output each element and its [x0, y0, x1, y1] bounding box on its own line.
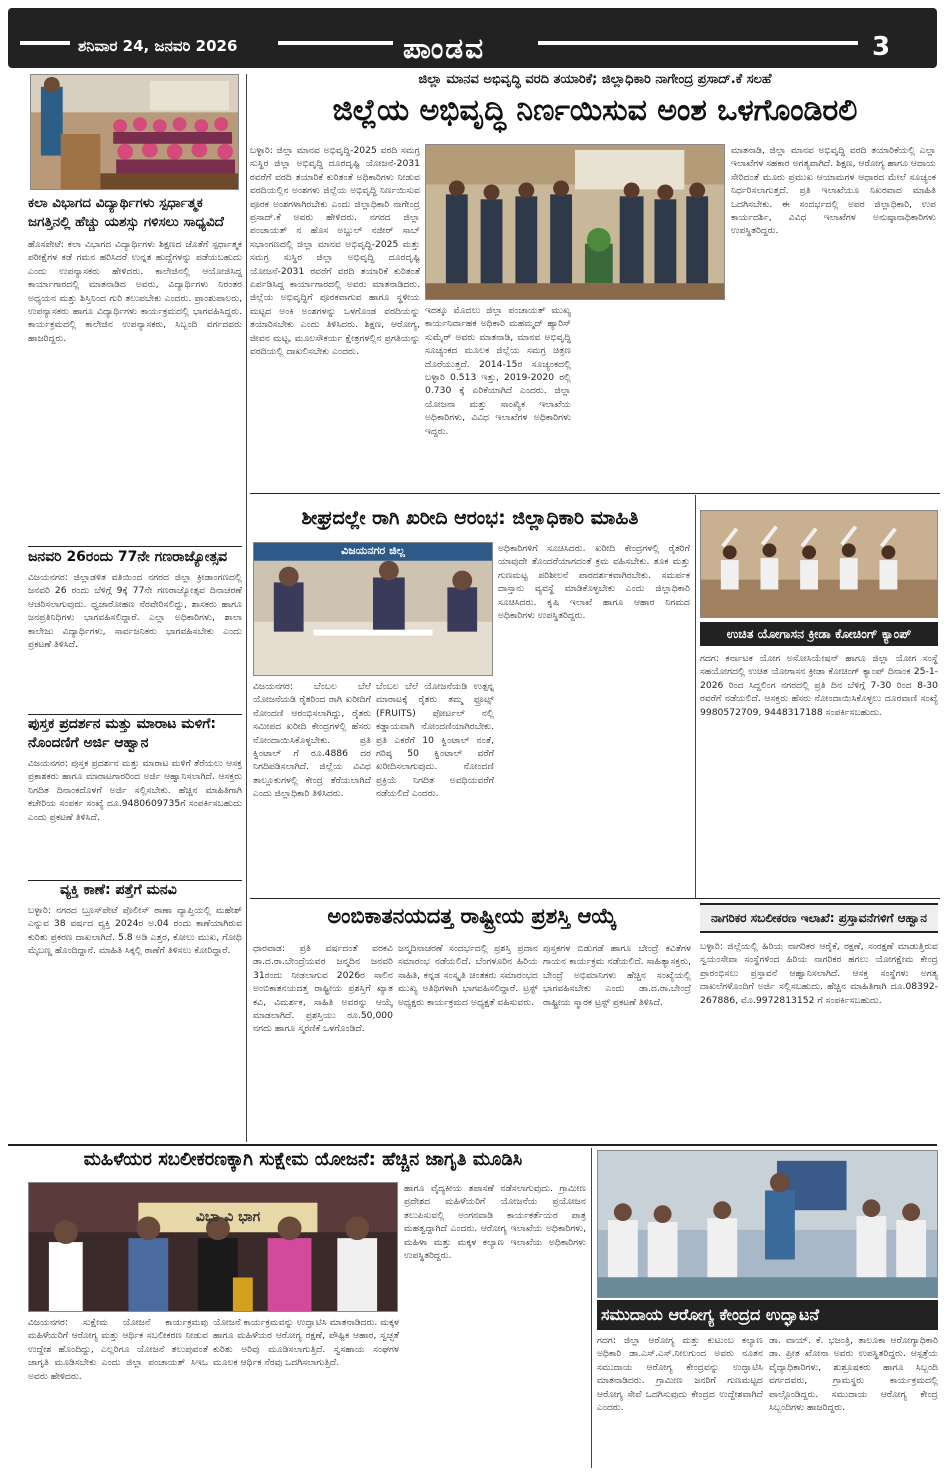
women-headline: ಮಹಿಳೆಯರ ಸಬಲೀಕರಣಕ್ಕಾಗಿ ಸುಕ್ಷೇಮ ಯೋಜನೆ: ಹೆಚ್ಚಿನ ಜಾಗೃತಿ ಮೂಡಿಸಿ — [83, 1150, 523, 1170]
lead-headline: ಜಿಲ್ಲೆಯ ಅಭಿವೃದ್ಧಿ ನಿರ್ಣಯಿಸುವ ಅಂಶ ಒಳಗೊಂಡಿರಲಿ — [332, 94, 858, 128]
ragi-meeting-photo — [253, 542, 493, 676]
divider — [250, 493, 940, 494]
classroom-story-body: ಹೊಸಪೇಟೆ: ಕಲಾ ವಿಭಾಗದ ವಿದ್ಯಾರ್ಥಿಗಳು ಶಿಕ್ಷಣದ ಜೊತೆಗೆ ಸ್ಪರ್ಧಾತ್ಮಕ ಪರೀಕ್ಷೆಗಳ ಕಡೆ ಗಮನ ಹರಿಸಿದರೆ ಉನ್ನತ ಹುದ್ದೆಗಳನ್ನು ಪಡೆಯಬಹುದು ಎಂದು ಉಪನ್ಯಾಸಕರು ಹೇಳಿದರು. ಕಾಲೇಜಿನಲ್ಲಿ ಆಯೋಜಿಸಿದ್ದ ಕಾರ್ಯಾಗಾರದಲ್ಲಿ ಮಾತನಾಡಿದ ಅವರು, ವಿದ್ಯಾರ್ಥಿಗಳು ನಿರಂತರ ಅಧ್ಯಯನ ಮತ್ತು ಶಿಸ್ತಿನಿಂದ ಗುರಿ ತಲುಪಬೇಕು ಎಂದರು. ಪ್ರಾಂಶುಪಾಲರು, ಉಪನ್ಯಾಸಕರು ಹಾಗೂ ವಿದ್ಯಾರ್ಥಿಗಳು ಕಾರ್ಯಕ್ರಮದಲ್ಲಿ ಭಾಗವಹಿಸಿದ್ದರು. ಕಾರ್ಯಕ್ರಮದಲ್ಲಿ ಕಾಲೇಜಿನ ಉಪನ್ಯಾಸಕರು, ಸಿಬ್ಬಂದಿ ವರ್ಗದವರು ಹಾಜರಿದ್ದರು. — [28, 239, 242, 344]
women-body-col1: ವಿಜಯನಗರ: ಸುಕ್ಷೇಮ ಯೋಜನೆ ಕಾರ್ಯಕ್ರಮವು ಮಹಿಳೆಯರಿಗೆ ಆರೋಗ್ಯ ಮತ್ತು ಆರ್ಥಿಕ ಸಬಲೀಕರಣ ನೀಡುವ ಉದ್ದೇಶ ಹೊಂದಿದ್ದು, ಎಲ್ಲರಿಗೂ ಯೋಜನೆ ತಲುಪುವಂತೆ ಜಾಗೃತಿ ಮೂಡಿಸಬೇಕು ಎಂದು ಜಿಲ್ಲಾ ಪಂಚಾಯತ್ ಸಿಇಒ ಅವರು ಹೇಳಿದರು. — [28, 1317, 208, 1382]
workshop-photo — [425, 144, 725, 300]
ragi-body-col2: ಬೆಂಬಲ ಬೆಲೆ ಯೋಜನೆಯಡಿ ಉತ್ಪನ್ನ ಮಾರಾಟಕ್ಕೆ ರೈತರು ತಮ್ಮ ಫ್ರೂಟ್ಸ್ (FRUITS) ಪೋರ್ಟಲ್ ನಲ್ಲಿ ಕಡ್ಡಾಯವಾಗಿ ನೋಂದಣಿಯಾಗಿರಬೇಕು. ಪ್ರತಿ ಎಕರೆಗೆ 10 ಕ್ವಿಂಟಾಲ್ ನಂತೆ, ಗರಿಷ್ಠ 50 ಕ್ವಿಂಟಾಲ್ ವರೆಗೆ ಖರೀದಿಸಲಾಗುವುದು. ನೋಂದಣಿ ಪ್ರಕ್ರಿಯೆ ನಿಗದಿತ ಅವಧಿಯವರೆಗೆ ನಡೆಯಲಿದೆ ಎಂದರು. — [376, 681, 494, 800]
lead-body-col3: ಮಾತನಾಡಿ, ಜಿಲ್ಲಾ ಮಾನವ ಅಭಿವೃದ್ಧಿ ವರದಿ ತಯಾರಿಕೆಯಲ್ಲಿ ಎಲ್ಲಾ ಇಲಾಖೆಗಳ ಸಹಕಾರ ಅಗತ್ಯವಾಗಿದೆ. ಶಿಕ್ಷಣ, ಆರೋಗ್ಯ ಹಾಗೂ ಆದಾಯ ಸೇರಿದಂತೆ ಮೂರು ಪ್ರಮುಖ ಆಯಾಮಗಳ ಆಧಾರದ ಮೇಲೆ ಸೂಚ್ಯಂಕ ನಿರ್ಧರಿಸಲಾಗುತ್ತದೆ. ಪ್ರತಿ ಇಲಾಖೆಯೂ ನಿಖರವಾದ ಮಾಹಿತಿ ಒದಗಿಸಬೇಕು. ಈ ಸಂದರ್ಭದಲ್ಲಿ ಅಪರ ಜಿಲ್ಲಾಧಿಕಾರಿ, ಉಪ ಕಾರ್ಯದರ್ಶಿ, ವಿವಿಧ ಇಲಾಖೆಗಳ ಅನುಷ್ಠಾನಾಧಿಕಾರಿಗಳು ಉಪಸ್ಥಿತರಿದ್ದರು. — [731, 145, 936, 237]
republic-day-headline: ಜನವರಿ 26ರಂದು 77ನೇ ಗಣರಾಜ್ಯೋತ್ಸವ — [28, 549, 228, 565]
column-divider — [591, 1148, 592, 1468]
newspaper-title: ಪಾಂಡವ — [403, 32, 486, 65]
citizen-headline: ನಾಗರಿಕರ ಸಬಲೀಕರಣ ಇಲಾಖೆ: ಪ್ರಸ್ತಾವನೆಗಳಿಗೆ ಆಹ್ವಾನ — [711, 911, 927, 925]
health-body-col1: ಗದಗ: ಜಿಲ್ಲಾ ಆರೋಗ್ಯ ಮತ್ತು ಕುಟುಂಬ ಕಲ್ಯಾಣ ಅಧಿಕಾರಿ ಡಾ.ಎಸ್.ಎಸ್.ನೀಲಗುಂದ ಅವರು ನೂತನ ಸಮುದಾಯ ಆರೋಗ್ಯ ಕೇಂದ್ರವನ್ನು ಉದ್ಘಾಟಿಸಿ ಮಾತನಾಡಿದರು. ಗ್ರಾಮೀಣ ಜನರಿಗೆ ಗುಣಮಟ್ಟದ ಆರೋಗ್ಯ ಸೇವೆ ಒದಗಿಸುವುದು ಕೇಂದ್ರದ ಉದ್ದೇಶವಾಗಿದೆ ಎಂದರು. — [597, 1335, 763, 1414]
health-headline: ಸಮುದಾಯ ಆರೋಗ್ಯ ಕೇಂದ್ರದ ಉದ್ಘಾಟನೆ — [597, 1300, 938, 1330]
column-divider — [246, 74, 247, 1142]
women-body-col3: ಹಾಗೂ ವೈದ್ಯಕೀಯ ತಪಾಸಣೆ ನಡೆಸಲಾಗುವುದು. ಗ್ರಾಮೀಣ ಪ್ರದೇಶದ ಮಹಿಳೆಯರಿಗೆ ಯೋಜನೆಯ ಪ್ರಯೋಜನ ತಲುಪಿಸುವಲ್ಲಿ ಅಂಗನವಾಡಿ ಕಾರ್ಯಕರ್ತೆಯರ ಪಾತ್ರ ಮಹತ್ವದ್ದಾಗಿದೆ ಎಂದರು. ಆರೋಗ್ಯ ಇಲಾಖೆಯ ಅಧಿಕಾರಿಗಳು, ಮಹಿಳಾ ಮತ್ತು ಮಕ್ಕಳ ಕಲ್ಯಾಣ ಇಲಾಖೆಯ ಅಧಿಕಾರಿಗಳು ಉಪಸ್ಥಿತರಿದ್ದರು. — [404, 1183, 586, 1262]
masthead-ornament-mid-right — [538, 41, 858, 45]
ragi-body-col1: ವಿಜಯನಗರ: ಬೆಂಬಲ ಬೆಲೆ ಯೋಜನೆಯಡಿ ರೈತರಿಂದ ರಾಗಿ ಖರೀದಿಗೆ ನೋಂದಣಿ ಆರಂಭಿಸಲಾಗಿದ್ದು, ರೈತರು ಸಮೀಪದ ಖರೀದಿ ಕೇಂದ್ರಗಳಲ್ಲಿ ಹೆಸರು ನೋಂದಾಯಿಸಿಕೊಳ್ಳಬೇಕು. ಪ್ರತಿ ಕ್ವಿಂಟಾಲ್ ಗೆ ರೂ.4886 ದರ ನಿಗದಿಪಡಿಸಲಾಗಿದೆ. ಜಿಲ್ಲೆಯ ವಿವಿಧ ತಾಲ್ಲೂಕುಗಳಲ್ಲಿ ಕೇಂದ್ರ ತೆರೆಯಲಾಗಿದೆ ಎಂದು ಜಿಲ್ಲಾಧಿಕಾರಿ ತಿಳಿಸಿದರು. — [253, 681, 371, 800]
lead-kicker: ಜಿಲ್ಲಾ ಮಾನವ ಅಭಿವೃದ್ಧಿ ವರದಿ ತಯಾರಿಕೆ; ಜಿಲ್ಲಾಧಿಕಾರಿ ನಾಗೇಂದ್ರ ಪ್ರಸಾದ್.ಕೆ ಸಲಹೆ — [418, 72, 772, 87]
divider — [28, 546, 242, 547]
masthead — [8, 8, 937, 68]
missing-person-headline: ವ್ಯಕ್ತಿ ಕಾಣೆ: ಪತ್ತೆಗೆ ಮನವಿ — [60, 882, 177, 898]
ragi-photo-banner: ವಿಜಯನಗರ ಜಿಲ್ಲ — [341, 544, 405, 557]
yoga-photo — [700, 510, 938, 618]
masthead-ornament-mid-left — [278, 41, 393, 45]
lead-body-col1: ಬಳ್ಳಾರಿ: ಜಿಲ್ಲಾ ಮಾನವ ಅಭಿವೃದ್ಧಿ-2025 ವರದಿ ಸಮಗ್ರ ಸುಸ್ಥಿರ ಜಿಲ್ಲಾ ಅಭಿವೃದ್ಧಿ ದೂರದೃಷ್ಟಿ ಯೋಜನೆ-2031 ರವರೆಗೆ ವರದಿ ತಯಾರಿಕೆ ಕುರಿತಂತೆ ಅಧಿಕಾರಿಗಳು ನೀಡುವ ವರದಿಯಲ್ಲಿನ ಅಂಶಗಳು ಜಿಲ್ಲೆಯ ಅಭಿವೃದ್ಧಿ ನಿರ್ಣಯಿಸುವ ಪೂರಕ ಅಂಶಗಳಾಗಿರಬೇಕು ಎಂದು ಜಿಲ್ಲಾಧಿಕಾರಿ ನಾಗೇಂದ್ರ ಪ್ರಸಾದ್.ಕೆ ಅವರು ಹೇಳಿದರು. ನಗರದ ಜಿಲ್ಲಾ ಪಂಚಾಯತ್ ನ ಹೊಸ ಅಬ್ದುಲ್ ನಜೀರ್ ಸಾಬ್ ಸಭಾಂಗಣದಲ್ಲಿ ಜಿಲ್ಲಾ ಮಾನವ ಅಭಿವೃದ್ಧಿ-2025 ಮತ್ತು ಸಮಗ್ರ ಸುಸ್ಥಿರ ಜಿಲ್ಲಾ ಅಭಿವೃದ್ಧಿ ದೂರದೃಷ್ಟಿ ಯೋಜನೆ-2031 ರವರೆಗೆ ವರದಿ ತಯಾರಿಕೆ ಕುರಿತಂತೆ ಏರ್ಪಡಿಸಿದ್ದ ಕಾರ್ಯಾಗಾರದಲ್ಲಿ ಅವರು ಮಾತನಾಡಿದರು. ಜಿಲ್ಲೆಯ ಅಭಿವೃದ್ಧಿಗೆ ಪೂರಕವಾಗುವ ಹಾಗೂ ಸ್ಥಳೀಯ ಮಟ್ಟದ ಅಂಕಿ ಅಂಶಗಳನ್ನು ಒಳಗೊಂಡ ವರದಿಯನ್ನು ತಯಾರಿಸಬೇಕು ಎಂದು ತಿಳಿಸಿದರು. ಶಿಕ್ಷಣ, ಆರೋಗ್ಯ, ಜೀವನ ಮಟ್ಟ, ಮೂಲಸೌಕರ್ಯ ಕ್ಷೇತ್ರಗಳಲ್ಲಿನ ಪ್ರಗತಿಯನ್ನು ವರದಿಯಲ್ಲಿ ದಾಖಲಿಸಬೇಕು ಎಂದರು. — [250, 145, 420, 358]
women-photo-banner: ವಿಭಾ ವಿ ಭಾಗ — [195, 1209, 261, 1225]
ragi-headline: ಶೀಘ್ರದಲ್ಲೇ ರಾಗಿ ಖರೀದಿ ಆರಂಭ: ಜಿಲ್ಲಾಧಿಕಾರಿ ಮಾಹಿತಿ — [301, 508, 639, 529]
award-body-col3: ಪುಸ್ತಕಗಳ ಬಿಡುಗಡೆ ಹಾಗೂ ಬೇಂದ್ರೆ ಕವಿತೆಗಳ ಗಾಯನ ಕಾರ್ಯಕ್ರಮ ನಡೆಯಲಿದೆ. ಸಾಹಿತ್ಯಾಸಕ್ತರು, ಬೇಂದ್ರೆ ಅಭಿಮಾನಿಗಳು ಹೆಚ್ಚಿನ ಸಂಖ್ಯೆಯಲ್ಲಿ ಭಾಗವಹಿಸಬೇಕು ಎಂದು ಡಾ.ದ.ರಾ.ಬೇಂದ್ರೆ ರಾಷ್ಟ್ರೀಯ ಸ್ಮಾರಕ ಟ್ರಸ್ಟ್ ಪ್ರಕಟಣೆ ತಿಳಿಸಿದೆ. — [543, 943, 691, 1008]
book-fair-body: ವಿಜಯನಗರ: ಪುಸ್ತಕ ಪ್ರದರ್ಶನ ಮತ್ತು ಮಾರಾಟ ಮಳಿಗೆ ತೆರೆಯಲು ಆಸಕ್ತ ಪ್ರಕಾಶಕರು ಹಾಗೂ ಮಾರಾಟಗಾರರಿಂದ ಅರ್ಜಿ ಆಹ್ವಾನಿಸಲಾಗಿದೆ. ಆಸಕ್ತರು ನಿಗದಿತ ದಿನಾಂಕದೊಳಗೆ ಅರ್ಜಿ ಸಲ್ಲಿಸಬೇಕು. ಹೆಚ್ಚಿನ ಮಾಹಿತಿಗಾಗಿ ಕಚೇರಿಯ ಸಂಪರ್ಕ ಸಂಖ್ಯೆ ದೂ.9480609735ಗೆ ಸಂಪರ್ಕಿಸಬಹುದು ಎಂದು ಪ್ರಕಟಣೆ ತಿಳಿಸಿದೆ. — [28, 758, 242, 823]
health-center-photo — [597, 1150, 938, 1298]
book-fair-headline: ಪುಸ್ತಕ ಪ್ರದರ್ಶನ ಮತ್ತು ಮಾರಾಟ ಮಳಿಗೆ: ನೊಂದಣಿಗೆ ಅರ್ಜಿ ಆಹ್ವಾನ — [28, 716, 216, 751]
divider — [8, 1144, 937, 1146]
classroom-headline: ಕಲಾ ವಿಭಾಗದ ವಿದ್ಯಾರ್ಥಿಗಳು ಸ್ಪರ್ಧಾತ್ಮಕ ಜಗತ್ತಿನಲ್ಲಿ ಹೆಚ್ಚು ಯಶಸ್ಸು ಗಳಿಸಲು ಸಾಧ್ಯವಿದೆ — [28, 195, 224, 230]
republic-day-body: ವಿಜಯನಗರ: ಜಿಲ್ಲಾಡಳಿತ ವತಿಯಿಂದ ನಗರದ ಜಿಲ್ಲಾ ಕ್ರೀಡಾಂಗಣದಲ್ಲಿ ಜನವರಿ 26 ರಂದು ಬೆಳಿಗ್ಗೆ 9ಕ್ಕೆ 77ನೇ ಗಣರಾಜ್ಯೋತ್ಸವ ದಿನಾಚರಣೆ ಆಚರಿಸಲಾಗುವುದು. ಧ್ವಜಾರೋಹಣ ನೆರವೇರಿಸಲಿದ್ದು, ಶಾಸಕರು ಹಾಗೂ ಜನಪ್ರತಿನಿಧಿಗಳು ಭಾಗವಹಿಸಲಿದ್ದಾರೆ. ಎಲ್ಲಾ ಅಧಿಕಾರಿಗಳು, ಶಾಲಾ ಕಾಲೇಜು ವಿದ್ಯಾರ್ಥಿಗಳು, ಸಾರ್ವಜನಿಕರು ಭಾಗವಹಿಸಬೇಕು ಎಂದು ಪ್ರಕಟಣೆ ತಿಳಿಸಿದೆ. — [28, 572, 242, 651]
health-body-col2: ಡಾ. ವಾಯ್. ಕೆ. ಭಜಂತ್ರಿ, ತಾಲೂಕಾ ಆರೋಗ್ಯಾಧಿಕಾರಿ ಡಾ. ಪ್ರೀತ ಖೋನಾ ಅವರು ಉಪಸ್ಥಿತರಿದ್ದರು. ಆಸ್ಪತ್ರೆಯ ವೈದ್ಯಾಧಿಕಾರಿಗಳು, ಶುಶ್ರೂಷಕರು ಹಾಗೂ ಸಿಬ್ಬಂದಿ ವರ್ಗದವರು, ಗ್ರಾಮಸ್ಥರು ಕಾರ್ಯಕ್ರಮದಲ್ಲಿ ಪಾಲ್ಗೊಂಡಿದ್ದರು. ಸಮುದಾಯ ಆರೋಗ್ಯ ಕೇಂದ್ರ ಸಿಬ್ಬಂದಿಗಳು ಹಾಜರಿದ್ದರು. — [769, 1335, 938, 1414]
missing-person-body: ಬಳ್ಳಾರಿ: ನಗರದ ಬ್ರೂಸ್‌ಪೇಟೆ ಪೊಲೀಸ್ ಠಾಣಾ ವ್ಯಾಪ್ತಿಯಲ್ಲಿ ಮಹೇಶ್ ಎನ್ನುವ 38 ವರ್ಷದ ವ್ಯಕ್ತಿ 2024ರ ಅ.04 ರಂದು ಕಾಣೆಯಾಗಿರುವ ಕುರಿತು ಪ್ರಕರಣ ದಾಖಲಾಗಿದೆ. 5.8 ಅಡಿ ಎತ್ತರ, ಕೋಲು ಮುಖ, ಗೋಧಿ ಮೈಬಣ್ಣ ಹೊಂದಿದ್ದಾನೆ. ಮಾಹಿತಿ ಸಿಕ್ಕಲ್ಲಿ ಠಾಣೆಗೆ ತಿಳಿಸಲು ಕೋರಿದ್ದಾರೆ. — [28, 905, 242, 957]
award-body-col2: ಜನ್ಮದಿನಾಚರಣೆ ಸಂದರ್ಭದಲ್ಲಿ ಪ್ರಶಸ್ತಿ ಪ್ರದಾನ ಸಮಾರಂಭ ನಡೆಯಲಿದೆ. ಬೆಂಗಳೂರಿನ ಹಿರಿಯ ಸಾಹಿತಿ, ಕನ್ನಡ ಸಂಸ್ಕೃತಿ ಚಿಂತಕರು ಸಮಾರಂಭದ ಮುಖ್ಯ ಅತಿಥಿಗಳಾಗಿ ಭಾಗವಹಿಸಲಿದ್ದಾರೆ. ಟ್ರಸ್ಟ್ ಅಧ್ಯಕ್ಷರು ಕಾರ್ಯಕ್ರಮದ ಅಧ್ಯಕ್ಷತೆ ವಹಿಸುವರು. — [398, 943, 538, 1008]
yoga-body: ಗದಗ: ಕರ್ನಾಟಕ ಯೋಗ ಅಸೋಸಿಯೇಷನ್ ಹಾಗೂ ಜಿಲ್ಲಾ ಯೋಗ ಸಂಸ್ಥೆ ಸಹಯೋಗದಲ್ಲಿ ಉಚಿತ ಯೋಗಾಸನ ಕ್ರೀಡಾ ಕೋಚಿಂಗ್ ಕ್ಯಾಂಪ್ ದಿನಾಂಕ 25-1-2026 ರಿಂದ ಸಿದ್ದಲಿಂಗ ನಗರದಲ್ಲಿ ಪ್ರತಿ ದಿನ ಬೆಳಿಗ್ಗೆ 7-30 ರಿಂದ 8-30 ರವರೆಗೆ ನಡೆಯಲಿದೆ. ಆಸಕ್ತರು ಹೆಸರು ನೋಂದಾಯಿಸಿಕೊಳ್ಳಲು ದೂರವಾಣಿ ಸಂಖ್ಯೆ 9980572709, 9448317188 ಸಂಪರ್ಕಿಸಬಹುದು. — [700, 653, 938, 718]
classroom-photo — [30, 74, 239, 190]
divider — [250, 898, 940, 899]
award-body-col1: ಧಾರವಾಡ: ಪ್ರತಿ ವರ್ಷದಂತೆ ವರಕವಿ ಡಾ.ದ.ರಾ.ಬೇಂದ್ರೆಯವರ ಜನ್ಮದಿನ ಜನವರಿ 31ರಂದು ನೀಡಲಾಗುವ 2026ರ ಸಾಲಿನ ಅಂಬಿಕಾತನಯದತ್ತ ರಾಷ್ಟ್ರೀಯ ಪ್ರಶಸ್ತಿಗೆ ಖ್ಯಾತ ಕವಿ, ವಿಮರ್ಶಕ, ಸಾಹಿತಿ ಅವರನ್ನು ಆಯ್ಕೆ ಮಾಡಲಾಗಿದೆ. ಪ್ರಶಸ್ತಿಯು ರೂ.50,000 ನಗದು ಹಾಗೂ ಸ್ಮರಣಿಕೆ ಒಳಗೊಂಡಿದೆ. — [253, 943, 393, 1035]
women-body-col2: ಯೋಜನೆ ಕಾರ್ಯಕ್ರಮವನ್ನು ಉದ್ಘಾಟಿಸಿ ಮಾತನಾಡಿದರು. ಮಕ್ಕಳ ಹಾಗೂ ಮಹಿಳೆಯರ ಆರೋಗ್ಯ ರಕ್ಷಣೆ, ಪೌಷ್ಟಿಕ ಆಹಾರ, ಸ್ವಚ್ಛತೆ ಕುರಿತು ಅರಿವು ಮೂಡಿಸಲಾಗುತ್ತಿದೆ. ಸ್ವಸಹಾಯ ಸಂಘಗಳ ಮೂಲಕ ಆರ್ಥಿಕ ನೆರವು ಒದಗಿಸಲಾಗುತ್ತಿದೆ. — [213, 1317, 399, 1369]
lead-body-col2: ಇದಕ್ಕೂ ಮೊದಲು ಜಿಲ್ಲಾ ಪಂಚಾಯತ್ ಮುಖ್ಯ ಕಾರ್ಯನಿರ್ವಾಹಕ ಅಧಿಕಾರಿ ಮಹಮ್ಮದ್ ಹ್ಯಾರಿಸ್ ಸುಮೈರ್ ಅವರು ಮಾತನಾಡಿ, ಮಾನವ ಅಭಿವೃದ್ಧಿ ಸೂಚ್ಯಂಕದ ಮೂಲಕ ಜಿಲ್ಲೆಯ ಸಮಗ್ರ ಚಿತ್ರಣ ದೊರೆಯುತ್ತದೆ. 2014-15ರ ಸೂಚ್ಯಂಕದಲ್ಲಿ ಬಳ್ಳಾರಿ 0.513 ಇತ್ತು, 2019-2020 ರಲ್ಲಿ 0.730 ಕ್ಕೆ ಏರಿಕೆಯಾಗಿದೆ ಎಂದರು. ಜಿಲ್ಲಾ ಯೋಜನಾ ಮತ್ತು ಸಾಂಖ್ಯಿಕ ಇಲಾಖೆಯ ಅಧಿಕಾರಿಗಳು, ವಿವಿಧ ಇಲಾಖೆಗಳ ಅಧಿಕಾರಿಗಳು ಇದ್ದರು. — [425, 305, 571, 437]
issue-date: ಶನಿವಾರ 24, ಜನವರಿ 2026 — [78, 37, 238, 55]
award-headline: ಅಂಬಿಕಾತನಯದತ್ತ ರಾಷ್ಟ್ರೀಯ ಪ್ರಶಸ್ತಿ ಆಯ್ಕೆ — [327, 904, 617, 928]
page-number: 3 — [872, 32, 891, 62]
yoga-caption: ಉಚಿತ ಯೋಗಾಸನ ಕ್ರೀಡಾ ಕೋಚಿಂಗ್ ಕ್ಯಾಂಪ್ — [700, 622, 938, 646]
ragi-body-col3: ಅಧಿಕಾರಿಗಳಿಗೆ ಸೂಚಿಸಿದರು. ಖರೀದಿ ಕೇಂದ್ರಗಳಲ್ಲಿ ರೈತರಿಗೆ ಯಾವುದೇ ತೊಂದರೆಯಾಗದಂತೆ ಕ್ರಮ ವಹಿಸಬೇಕು. ತೂಕ ಮತ್ತು ಗುಣಮಟ್ಟ ಪರಿಶೀಲನೆ ಪಾರದರ್ಶಕವಾಗಿರಬೇಕು. ಸಮರ್ಪಕ ದಾಸ್ತಾನು ವ್ಯವಸ್ಥೆ ಮಾಡಿಕೊಳ್ಳಬೇಕು ಎಂದು ಜಿಲ್ಲಾಧಿಕಾರಿ ಸೂಚಿಸಿದರು. ಕೃಷಿ ಇಲಾಖೆ ಹಾಗೂ ಆಹಾರ ನಿಗಮದ ಅಧಿಕಾರಿಗಳು ಉಪಸ್ಥಿತರಿದ್ದರು. — [498, 543, 690, 622]
column-divider — [695, 495, 696, 899]
citizen-body: ಬಳ್ಳಾರಿ: ಜಿಲ್ಲೆಯಲ್ಲಿ ಹಿರಿಯ ನಾಗರಿಕರ ಆರೈಕೆ, ರಕ್ಷಣೆ, ಸಂರಕ್ಷಣೆ ಮಾಡುತ್ತಿರುವ ಸ್ವಯಂಸೇವಾ ಸಂಸ್ಥೆಗಳಿಂದ ಹಿರಿಯ ನಾಗರಿಕರ ಹಗಲು ಯೋಗಕ್ಷೇಮ ಕೇಂದ್ರ ಪ್ರಾರಂಭಿಸಲು ಪ್ರಸ್ತಾವನೆ ಆಹ್ವಾನಿಸಲಾಗಿದೆ. ಆಸಕ್ತ ಸಂಸ್ಥೆಗಳು ಅಗತ್ಯ ದಾಖಲೆಗಳೊಂದಿಗೆ ಅರ್ಜಿ ಸಲ್ಲಿಸಬಹುದು. ಹೆಚ್ಚಿನ ಮಾಹಿತಿಗಾಗಿ ದೂ.08392-267886, ಮೊ.9972813152 ಗೆ ಸಂಪರ್ಕಿಸಬಹುದು. — [700, 941, 938, 1006]
masthead-ornament-left — [20, 41, 70, 45]
